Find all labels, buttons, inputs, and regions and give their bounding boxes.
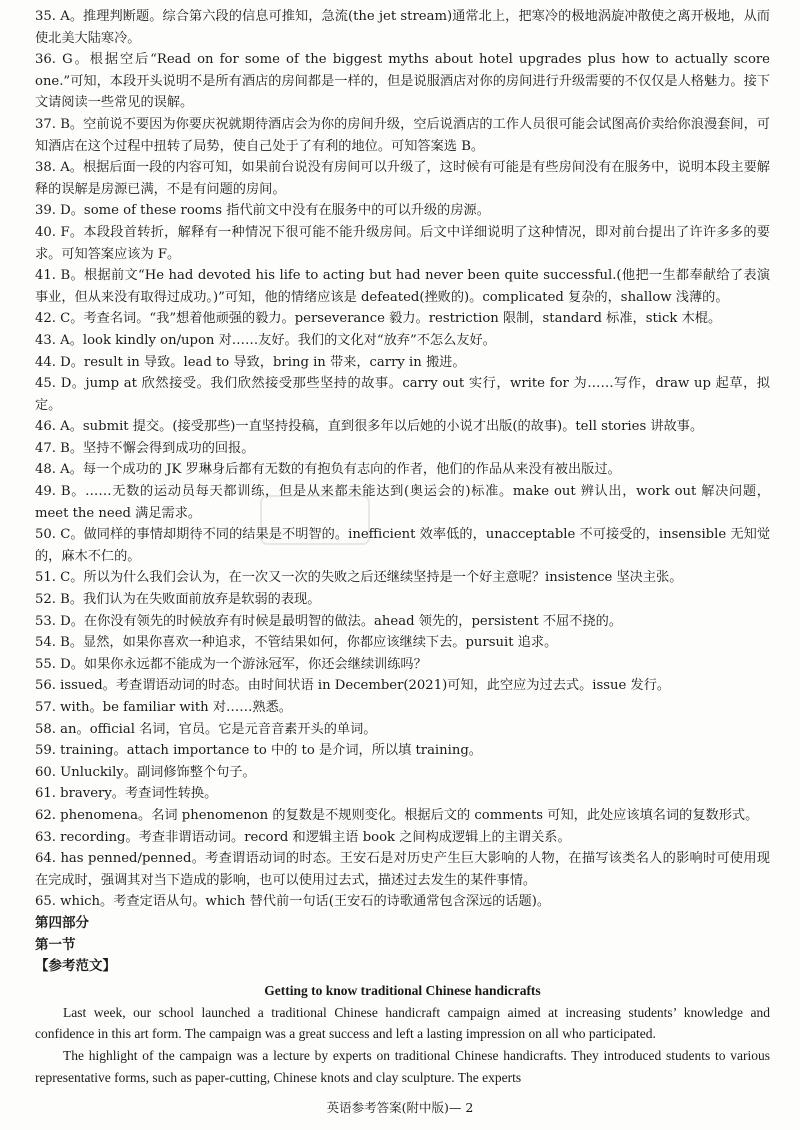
answer-text: phenomena。名词 phenomenon 的复数是不规则变化。根据后文的 comments 可知，此处应该填名词的复数形式。 bbox=[60, 807, 759, 823]
answer-item bbox=[35, 719, 770, 741]
answer-text: F。本段段首转折，解释有一种情况下很可能不能升级房间。后文中详细说明了这种情况，即对前台提出了许许多多的要求。可知答案应该为 F。 bbox=[35, 224, 770, 262]
answer-text: D。在你没有领先的时候放弃有时候是最明智的做法。ahead 领先的，persistent 不屈不挠的。 bbox=[60, 613, 622, 629]
answer-item bbox=[35, 308, 770, 330]
answer-item bbox=[35, 654, 770, 676]
answer-item bbox=[35, 697, 770, 719]
answer-item bbox=[35, 438, 770, 460]
answer-item bbox=[35, 265, 770, 308]
answer-text: an。official 名词，官员。它是元音音素开头的单词。 bbox=[60, 721, 377, 737]
answer-text: B。……无数的运动员每天都训练，但是从来都未能达到(奥运会的)标准。make out 辨认出，work out 解决问题，meet the need 满足需求。 bbox=[35, 484, 770, 521]
answer-item bbox=[35, 49, 770, 114]
answer-text: A。推理判断题。综合第六段的信息可推知，急流(the jet stream)通常北上，把寒冷的极地涡旋冲散使之离开极地，从而使北美大陆寒冷。 bbox=[35, 9, 770, 46]
page-footer: 英语参考答案(附中版)— 2 bbox=[326, 1100, 474, 1115]
answer-number: 65. bbox=[35, 894, 61, 910]
answer-number: 53. bbox=[35, 613, 61, 629]
answer-item bbox=[35, 827, 770, 849]
answer-number: 52. bbox=[35, 592, 61, 608]
answer-item bbox=[35, 805, 770, 827]
answer-text: B。空前说不要因为你要庆祝就期待酒店会为你的房间升级，空后说酒店的工作人员很可能会试图高价卖给你浪漫套间，可知酒店在这个过程中扭转了局势，使自己处于了有利的地位。可知答案选 B。 bbox=[35, 116, 770, 154]
answer-number: 38. bbox=[35, 160, 61, 176]
answer-item bbox=[35, 416, 770, 438]
answer-text: training。attach importance to 中的 to 是介词，所以填 training。 bbox=[60, 743, 482, 759]
answer-item bbox=[35, 222, 770, 265]
answer-text: C。所以为什么我们会认为，在一次又一次的失败之后还继续坚持是一个好主意呢？insistence 坚决主张。 bbox=[60, 570, 683, 586]
answer-item bbox=[35, 200, 770, 222]
answer-item bbox=[35, 762, 770, 784]
answer-number: 64. bbox=[35, 851, 61, 867]
answer-number: 56. bbox=[35, 678, 61, 694]
answer-item bbox=[35, 524, 770, 567]
answer-item bbox=[35, 157, 770, 200]
answer-number: 37. bbox=[35, 116, 61, 132]
answer-number: 57. bbox=[35, 700, 61, 715]
answer-item bbox=[35, 114, 770, 157]
answer-item bbox=[35, 632, 770, 654]
answer-number: 46. bbox=[35, 419, 61, 435]
answer-number: 62. bbox=[35, 807, 61, 823]
answer-item bbox=[35, 6, 770, 49]
answer-text: B。显然，如果你喜欢一种追求，不管结果如何，你都应该继续下去。pursuit 追求。 bbox=[60, 635, 558, 651]
answer-number: 63. bbox=[35, 829, 61, 845]
answer-text: C。考查名词。“我”想着他顽强的毅力。perseverance 毅力。restriction 限制，standard 标准，stick 木棍。 bbox=[60, 311, 722, 327]
answer-text: with。be familiar with 对……熟悉。 bbox=[60, 700, 292, 715]
answer-number: 40. bbox=[35, 224, 61, 240]
answer-item bbox=[35, 352, 770, 374]
answer-item bbox=[35, 459, 770, 481]
answer-text: Unluckily。副词修饰整个句子。 bbox=[60, 764, 256, 780]
answer-number: 44. bbox=[35, 354, 61, 370]
answer-item bbox=[35, 783, 770, 805]
answer-item bbox=[35, 848, 770, 891]
answer-number: 45. bbox=[35, 376, 61, 392]
answer-text: D。some of these rooms 指代前文中没有在服务中的可以升级的房源。 bbox=[60, 203, 490, 219]
answer-text: A。根据后面一段的内容可知，如果前台说没有房间可以升级了，这时候有可能是有些房间没有在服务中，说明本段主要解释的误解是房源已满，不是有问题的房间。 bbox=[35, 160, 770, 197]
answer-number: 35. bbox=[35, 9, 61, 24]
essay-title: Getting to know traditional Chinese handicrafts bbox=[264, 982, 541, 998]
answer-text: A。submit 提交。(接受那些)一直坚持投稿，直到很多年以后她的小说才出版(的故事)。tell stories 讲故事。 bbox=[60, 419, 704, 435]
answer-number: 55. bbox=[35, 656, 61, 672]
answer-number: 41. bbox=[35, 268, 61, 284]
answer-text: A。look kindly on/upon 对……友好。我们的文化对“放弃”不怎么友好。 bbox=[60, 332, 496, 348]
answer-number: 60. bbox=[35, 764, 61, 780]
answer-number: 42. bbox=[35, 311, 61, 327]
answer-item bbox=[35, 611, 770, 633]
answer-number: 54. bbox=[35, 635, 61, 651]
answer-text: B。我们认为在失败面前放弃是软弱的表现。 bbox=[60, 592, 321, 608]
answer-text: B。坚持不懈会得到成功的回报。 bbox=[60, 440, 255, 456]
answer-item bbox=[35, 891, 770, 913]
answer-item bbox=[35, 589, 770, 611]
answer-text: C。做同样的事情却期待不同的结果是不明智的。inefficient 效率低的，unacceptable 不可接受的，insensible 无知觉的，麻木不仁的。 bbox=[35, 527, 771, 564]
answer-number: 51. bbox=[35, 570, 61, 586]
answer-text: D。result in 导致。lead to 导致，bring in 带来，carry in 搬进。 bbox=[60, 354, 466, 370]
answer-item bbox=[35, 481, 770, 524]
essay-paragraph: The highlight of the campaign was a lecture by experts on traditional Chinese handicrafts. They introduced students to various representative forms, such as paper-cutting, Chinese knots and clay sculpture. The experts bbox=[35, 1047, 770, 1085]
sample-essay-label: 【参考范文】 bbox=[35, 958, 116, 975]
answer-text: B。根据前文“He had devoted his life to acting but had never been quite successful.(他把一生都奉献给了表演事业，但从来没有取得过成功。)”可知，他的情绪应该是 defeated(挫败的)。complicated 复杂的，shallow 浅薄的。 bbox=[35, 268, 771, 305]
answer-item bbox=[35, 567, 770, 589]
answer-text: which。考查定语从句。which 替代前一句话(王安石的诗歌通常包含深远的话题)。 bbox=[60, 894, 551, 910]
answer-number: 58. bbox=[35, 721, 61, 737]
watermark-stamp-icon bbox=[255, 490, 375, 550]
answer-text: A。每一个成功的 JK 罗琳身后都有无数的有抱负有志向的作者，他们的作品从来没有被出版过。 bbox=[60, 462, 621, 478]
answer-list bbox=[35, 6, 770, 913]
answer-item bbox=[35, 675, 770, 697]
section-heading: 第四部分 bbox=[35, 914, 89, 931]
answer-item bbox=[35, 373, 770, 416]
answer-number: 59. bbox=[35, 743, 61, 759]
answer-page bbox=[35, 6, 770, 1088]
answer-text: issued。考查谓语动词的时态。由时间状语 in December(2021)可知，此空应为过去式。issue 发行。 bbox=[60, 678, 671, 694]
answer-number: 50. bbox=[35, 527, 61, 543]
answer-text: D。jump at 欣然接受。我们欣然接受那些坚持的故事。carry out 实行，write for 为……写作，draw up 起草，拟定。 bbox=[35, 376, 770, 413]
answer-item bbox=[35, 740, 770, 762]
answer-number: 39. bbox=[35, 203, 61, 219]
answer-number: 47. bbox=[35, 440, 61, 456]
answer-number: 48. bbox=[35, 462, 61, 478]
answer-number: 61. bbox=[35, 786, 61, 802]
essay-paragraph: Last week, our school launched a traditional Chinese handicraft campaign aimed at increasing students’ knowledge and confidence in this art form. The campaign was a great success and left a lasting impression on all who participated. bbox=[35, 1004, 770, 1042]
answer-text: has penned/penned。考查谓语动词的时态。王安石是对历史产生巨大影响的人物，在描写该类名人的影响时可使用现在完成时，强调其对当下造成的影响，也可以使用过去式，描述过去发生的某件事情。 bbox=[35, 851, 770, 888]
answer-number: 43. bbox=[35, 332, 61, 348]
answer-item bbox=[35, 330, 770, 352]
answer-text: D。如果你永远都不能成为一个游泳冠军，你还会继续训练吗？ bbox=[60, 656, 427, 672]
subsection-heading: 第一节 bbox=[35, 936, 76, 953]
answer-text: bravery。考查词性转换。 bbox=[60, 786, 218, 802]
answer-text: recording。考查非谓语动词。record 和逻辑主语 book 之间构成逻辑上的主谓关系。 bbox=[60, 829, 571, 845]
answer-number: 49. bbox=[35, 484, 61, 500]
answer-text: G。根据空后“Read on for some of the biggest myths about hotel upgrades plus how to actually score one.”可知，本段开头说明不是所有酒店的房间都是一样的，但是说服酒店对你的房间进行升级需要的不仅仅是人格魅力。接下文请阅读一些常见的误解。 bbox=[35, 52, 770, 111]
answer-number: 36. bbox=[35, 52, 63, 68]
